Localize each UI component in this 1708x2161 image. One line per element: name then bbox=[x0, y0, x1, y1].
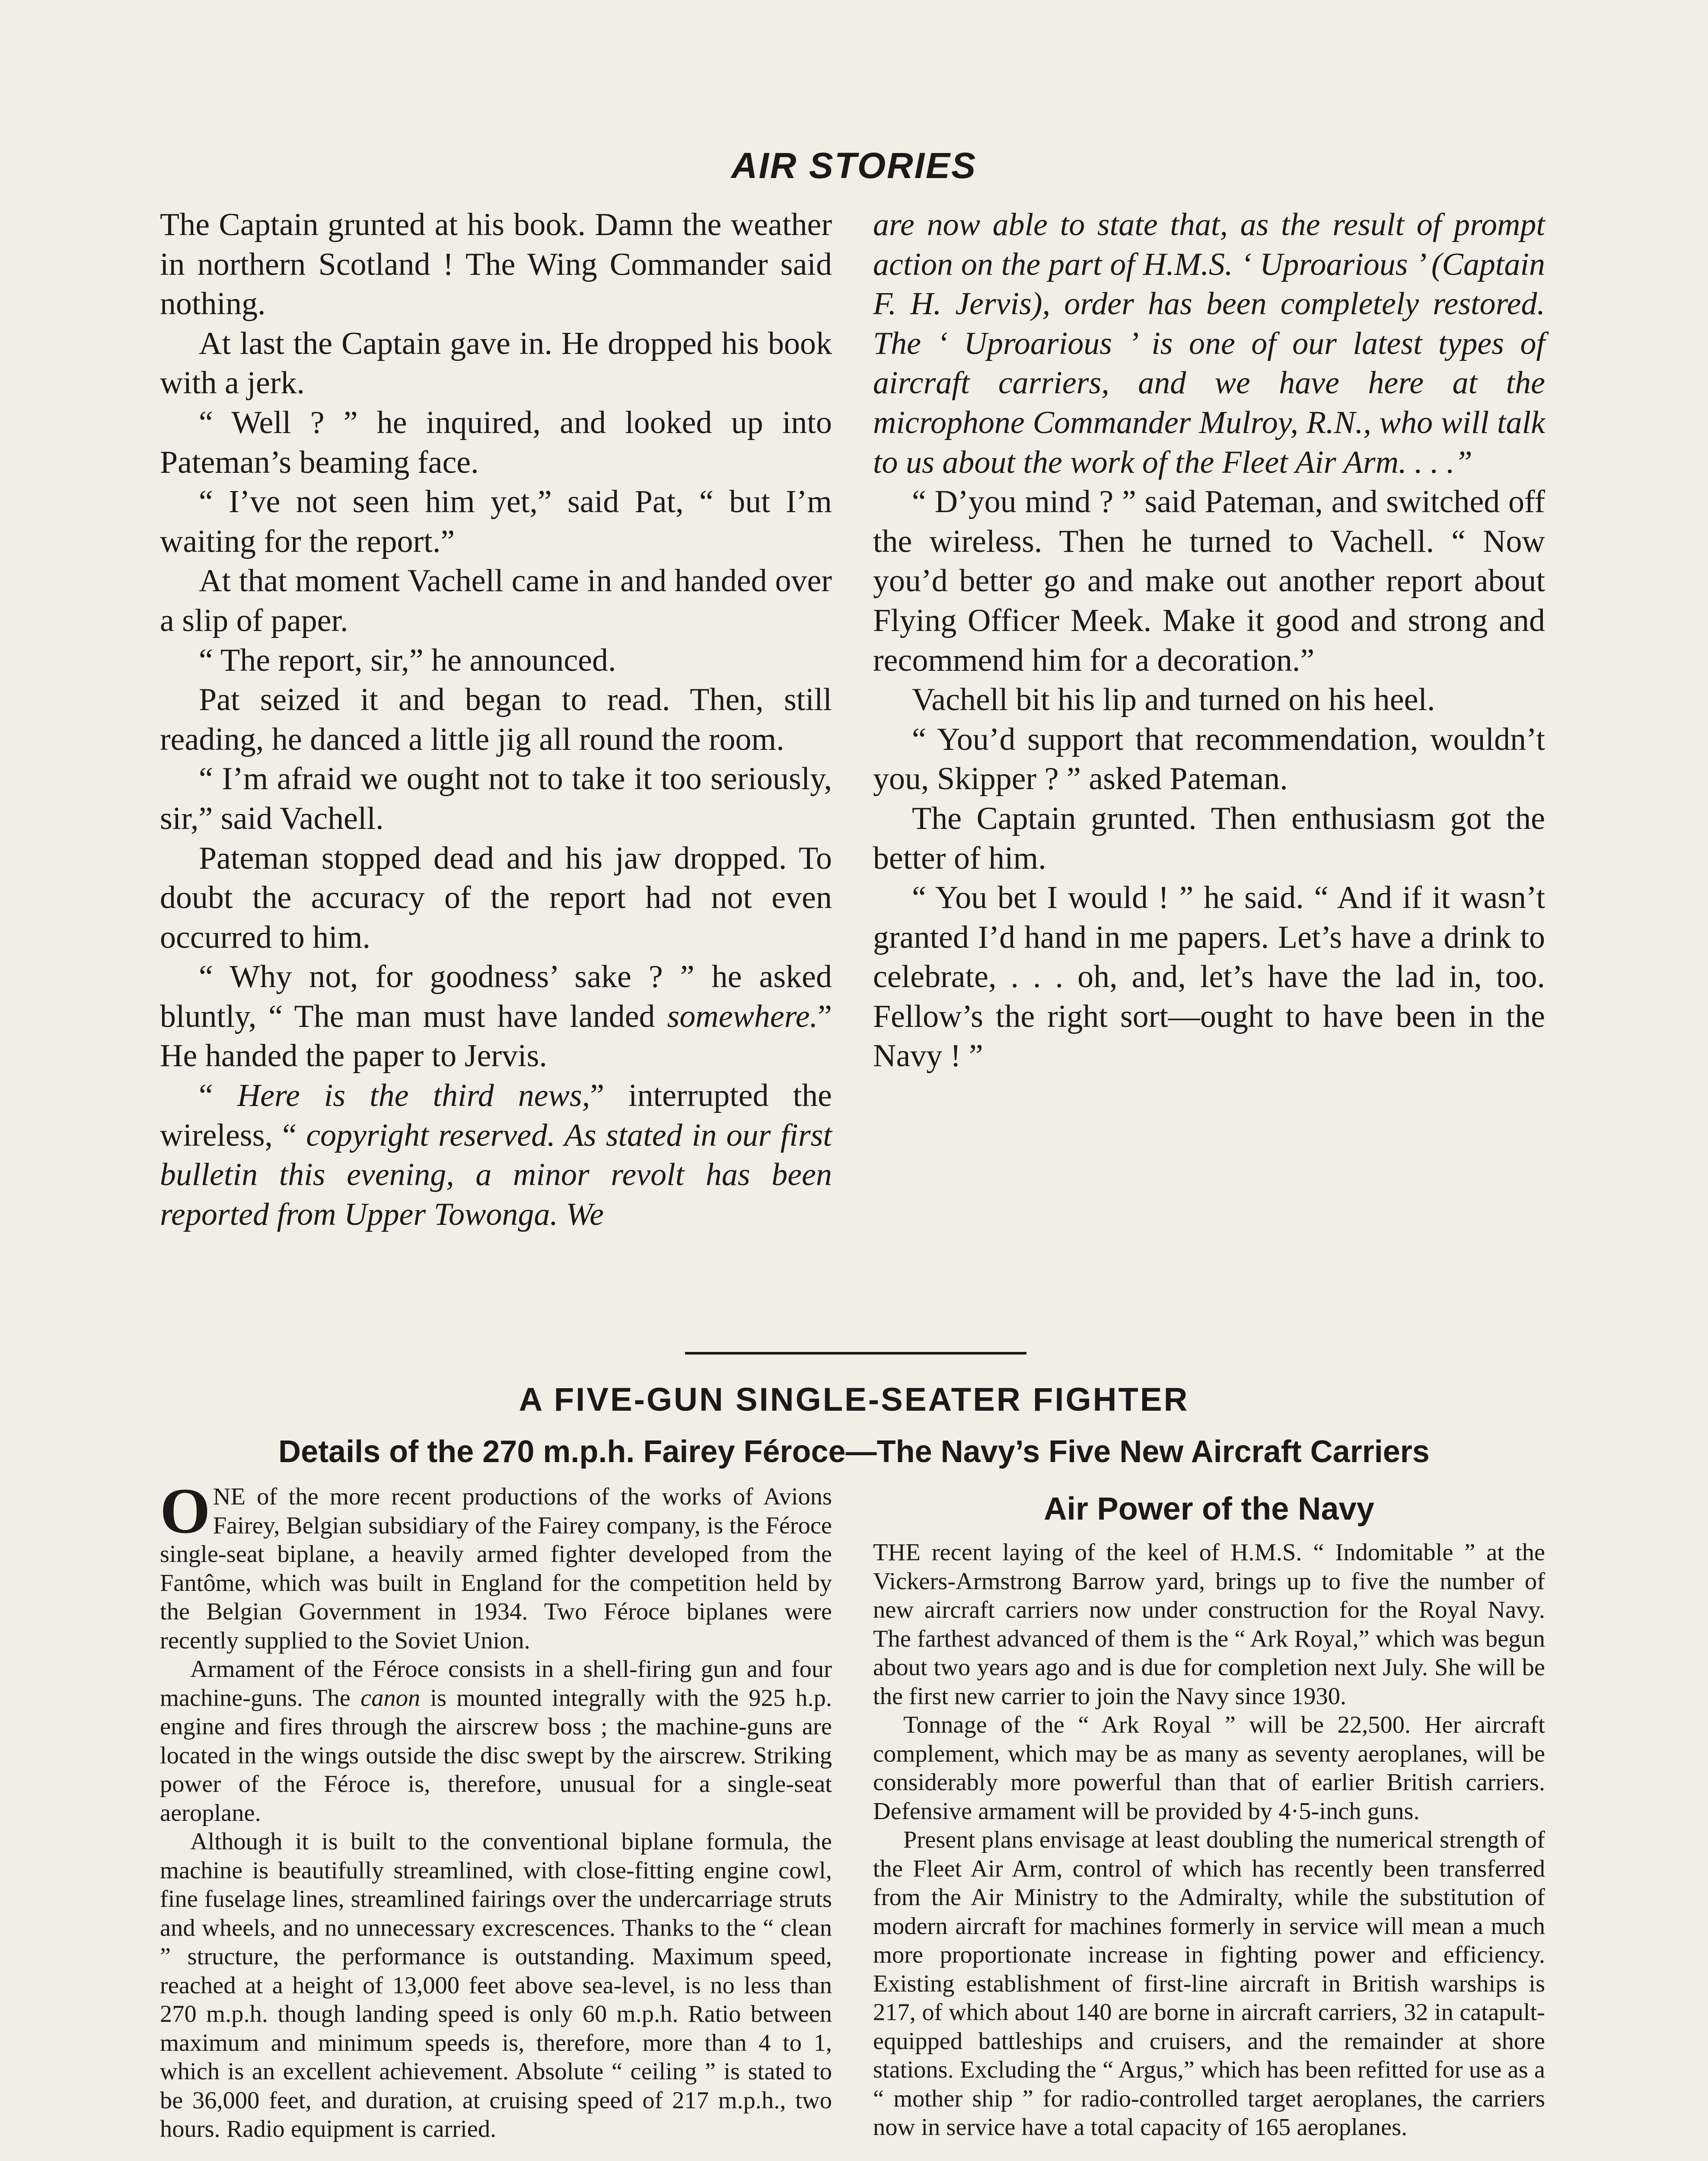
story-paragraph: Pateman stopped dead and his jaw dropped. To doubt the accuracy of the report had not even occurred to him. bbox=[160, 840, 832, 955]
article-subtitle: Details of the 270 m.p.h. Fairey Féroce—The Navy’s Five New Aircraft Carriers bbox=[278, 1434, 1430, 1469]
story-paragraph: “ The report, sir,” he announced. bbox=[199, 642, 616, 678]
article-title: A FIVE-GUN SINGLE-SEATER FIGHTER bbox=[519, 1381, 1189, 1418]
story-paragraph: At last the Captain gave in. He dropped his book with a jerk. bbox=[160, 325, 832, 401]
article-text: NE of the more recent productions of the works of Avions Fairey, Belgian subsidiary of the Fairey company, is the Féroce single-seat biplane, a heavily armed fighter developed from the Fantôme, which was built in England for the competition held by the Belgian Government in 1934. Two Féroce biplanes were recently supplied to the Soviet Union. bbox=[160, 1483, 832, 1654]
article-paragraph: Present plans envisage at least doubling the numerical strength of the Fleet Air Arm, control of which has recently been transferred from the Air Ministry to the Admiralty, while the substitution of modern aircraft for machines formerly in service will mean a much more proportionate increase in fighting power and efficiency. Existing establishment of first-line aircraft in British warships is 217, of which about 140 are borne in aircraft carriers, 32 in catapult-equipped battleships and cruisers, and the remainder at shore stations. Excluding the “ Argus,” which has been refitted for use as a “ mother ship ” for radio-controlled target aeroplanes, the carriers now in service have a total capacity of 165 aeroplanes. bbox=[873, 1826, 1545, 2141]
article-paragraph bbox=[160, 1475, 832, 1655]
navy-article-column bbox=[873, 1538, 1545, 2142]
story-text: ” He handed the paper to Jervis. bbox=[160, 998, 832, 1074]
article-paragraph bbox=[160, 1655, 832, 1827]
story-paragraph: “ D’you mind ? ” said Pateman, and switched off the wireless. Then he turned to Vachell. “ Now you’d better go and make out another report about Flying Officer Meek. Make it good and strong and recommend him for a decoration.” bbox=[873, 484, 1545, 678]
article-text: is mounted integrally with the 925 h.p. engine and fires through the airscrew boss ; the machine-guns are located in the wings outside the disc swept by the airscrew. Striking power of the Féroce is, therefore, unusual for a single-seat aeroplane. bbox=[160, 1684, 832, 1826]
wireless-italic-text: copyright reserved. As stated in our first bulletin this evening, a minor revolt has been reported from Upper Towonga. We bbox=[160, 1117, 832, 1232]
story-text: “ Why not, for goodness’ sake ? ” he asked bluntly, “ The man must have landed bbox=[160, 959, 832, 1034]
navy-subheading: Air Power of the Navy bbox=[1044, 1491, 1374, 1527]
story-paragraph: “ I’m afraid we ought not to take it too seriously, sir,” said Vachell. bbox=[160, 761, 832, 836]
story-column-right bbox=[873, 205, 1545, 1076]
article-paragraph: THE recent laying of the keel of H.M.S. “ Indomitable ” at the Vickers-Armstrong Barrow yard, brings up to five the number of new aircraft carriers now under construction for the Royal Navy. The farthest advanced of them is the “ Ark Royal,” which was begun about two years ago and is due for completion next July. She will be the first new carrier to join the Navy since 1930. bbox=[873, 1539, 1545, 1710]
wireless-italic-text: Here is the third news, bbox=[237, 1078, 590, 1114]
wireless-bulletin: are now able to state that, as the result of prompt action on the part of H.M.S. ‘ Uproarious ’ (Captain F. H. Jervis), order has been completely restored. The ‘ Uproarious ’ is one of our latest types of aircraft carriers, and we have here at the microphone Commander Mulroy, R.N., who will talk to us about the work of the Fleet Air Arm. . . .” bbox=[873, 207, 1545, 480]
article-italic-text: canon bbox=[360, 1684, 421, 1712]
story-italic-text: somewhere. bbox=[667, 998, 818, 1034]
article-paragraph: Tonnage of the “ Ark Royal ” will be 22,500. Her aircraft complement, which may be as many as seventy aeroplanes, will be considerably more powerful than that of earlier British carriers. Defensive armament will be provided by 4·5-inch guns. bbox=[873, 1712, 1545, 1825]
story-paragraph: Vachell bit his lip and turned on his heel. bbox=[912, 682, 1435, 718]
story-paragraph: “ You bet I would ! ” he said. “ And if it wasn’t granted I’d hand in me papers. Let’s have a drink to celebrate, . . . oh, and, let’s have the lad in, too. Fellow’s the right sort—ought to have been in the Navy ! ” bbox=[873, 880, 1545, 1074]
story-text: “ bbox=[199, 1078, 237, 1114]
story-paragraph: Pat seized it and began to read. Then, still reading, he danced a little jig all round the room. bbox=[160, 682, 832, 757]
article-text: Armament of the Féroce consists in a shell-firing gun and four machine-guns. The bbox=[160, 1656, 832, 1712]
story-paragraph: “ I’ve not seen him yet,” said Pat, “ but I’m waiting for the report.” bbox=[160, 484, 832, 559]
story-paragraph: The Captain grunted. Then enthusiasm got the better of him. bbox=[873, 800, 1545, 876]
story-text: ” interrupted the wireless, “ bbox=[160, 1078, 832, 1153]
drop-cap: O bbox=[160, 1475, 210, 1547]
story-paragraph: At that moment Vachell came in and handed over a slip of paper. bbox=[160, 563, 832, 638]
running-head: AIR STORIES bbox=[731, 145, 977, 186]
story-paragraph: “ You’d support that recommendation, wouldn’t you, Skipper ? ” asked Pateman. bbox=[873, 721, 1545, 797]
story-paragraph: “ Well ? ” he inquired, and looked up into Pateman’s beaming face. bbox=[160, 405, 832, 480]
article-paragraph: Although it is built to the conventional biplane formula, the machine is beautifully streamlined, with close-fitting engine cowl, fine fuselage lines, streamlined fairings over the undercarriage struts and wheels, and no unnecessary excrescences. Thanks to the “ clean ” structure, the performance is outstanding. Maximum speed, reached at a height of 13,000 feet above sea-level, is no less than 270 m.p.h. though landing speed is only 60 m.p.h. Ratio between maximum and minimum speeds is, therefore, more than 4 to 1, which is an excellent achievement. Absolute “ ceiling ” is stated to be 36,000 feet, and duration, at cruising speed of 217 m.p.h., two hours. Radio equipment is carried. bbox=[160, 1828, 832, 2142]
section-divider bbox=[685, 1352, 1026, 1355]
story-paragraph bbox=[160, 1076, 832, 1234]
story-paragraph: The Captain grunted at his book. Damn the weather in northern Scotland ! The Wing Commander said nothing. bbox=[160, 207, 832, 322]
fighter-article-column bbox=[160, 1475, 832, 2144]
story-paragraph bbox=[160, 957, 832, 1076]
story-column-left bbox=[160, 205, 832, 1234]
